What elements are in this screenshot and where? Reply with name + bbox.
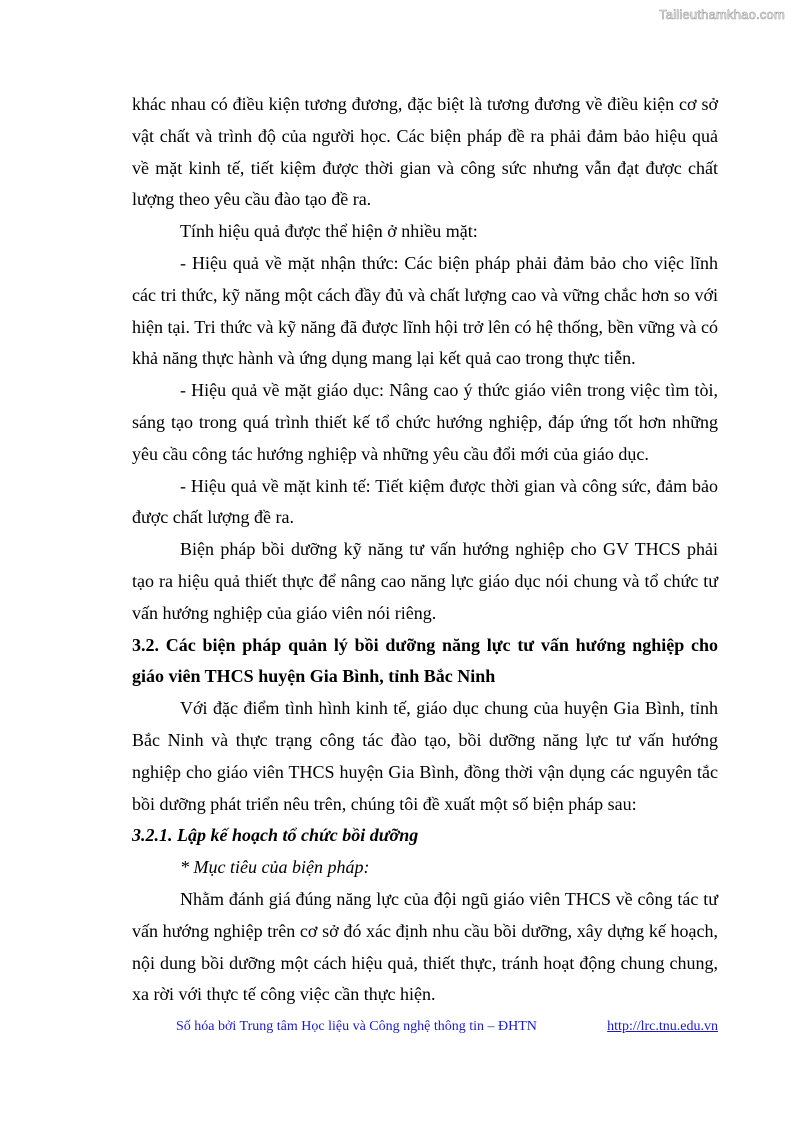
- section-heading-3-2: 3.2. Các biện pháp quản lý bồi dưỡng năng lực tư vấn hướng nghiệp cho giáo viên THCS huyện Gia Bình, tỉnh Bắc Ninh: [132, 634, 718, 687]
- paragraph-section-intro: Với đặc điểm tình hình kinh tế, giáo dục chung của huyện Gia Bình, tỉnh Bắc Ninh và thực trạng công tác đào tạo, bồi dưỡng năng lực tư vấn hướng nghiệp cho giáo viên THCS huyện Gia Bình, đồng thời vận dụng các nguyên tắc bồi dưỡng phát triển nêu trên, chúng tôi đề xuất một số biện pháp sau:: [132, 698, 718, 814]
- paragraph-measure-summary: Biện pháp bồi dưỡng kỹ năng tư vấn hướng nghiệp cho GV THCS phải tạo ra hiệu quả thiết thực để nâng cao năng lực giáo dục nói chung và tổ chức tư vấn hướng nghiệp của giáo viên nói riêng.: [132, 539, 718, 623]
- paragraph-objective: Nhằm đánh giá đúng năng lực của đội ngũ giáo viên THCS về công tác tư vấn hướng nghiệp trên cơ sở đó xác định nhu cầu bồi dưỡng, xây dựng kế hoạch, nội dung bồi dưỡng một cách hiệu quả, thiết thực, tránh hoạt động chung chung, xa rời với thực tế công việc cần thực hiện.: [132, 888, 718, 1005]
- paragraph-continuation: khác nhau có điều kiện tương đương, đặc biệt là tương đương về điều kiện cơ sở vật chất và trình độ của người học. Các biện pháp đề ra phải đảm bảo hiệu quả về mặt kinh tế, tiết kiệm được thời gian và công sức nhưng vẫn đạt được chất lượng theo yêu cầu đào tạo đề ra.: [132, 94, 718, 210]
- subsection-heading-3-2-1: 3.2.1. Lập kế hoạch tổ chức bồi dưỡng: [132, 825, 419, 846]
- paragraph-educational-effectiveness: - Hiệu quả về mặt giáo dục: Nâng cao ý thức giáo viên trong việc tìm tòi, sáng tạo trong quá trình thiết kế tổ chức hướng nghiệp, đáp ứng tốt hơn những yêu cầu công tác hướng nghiệp và những yêu cầu đổi mới của giáo dục.: [132, 380, 718, 464]
- paragraph-economic-effectiveness: - Hiệu quả về mặt kinh tế: Tiết kiệm được thời gian và công sức, đảm bảo được chất lượng đề ra.: [132, 475, 718, 528]
- paragraph-cognitive-effectiveness: - Hiệu quả về mặt nhận thức: Các biện pháp phải đảm bảo cho việc lĩnh các tri thức, kỹ năng một cách đầy đủ và chất lượng cao và vững chắc hơn so với hiện tại. Tri thức và kỹ năng đã được lĩnh hội trở lên có hệ thống, bền vững và có khả năng thực hành và ứng dụng mang lại kết quả cao trong thực tiễn.: [132, 252, 718, 369]
- document-body: [132, 89, 718, 1011]
- paragraph-effectiveness-intro: Tính hiệu quả được thể hiện ở nhiều mặt:: [180, 221, 478, 242]
- watermark-text: Tailieuthamkhao.com: [659, 7, 785, 22]
- footer-credit: Số hóa bởi Trung tâm Học liệu và Công nghệ thông tin – ĐHTN: [176, 1019, 537, 1034]
- footer-link[interactable]: http://lrc.tnu.edu.vn: [607, 1019, 718, 1034]
- objective-label: * Mục tiêu của biện pháp:: [180, 857, 370, 878]
